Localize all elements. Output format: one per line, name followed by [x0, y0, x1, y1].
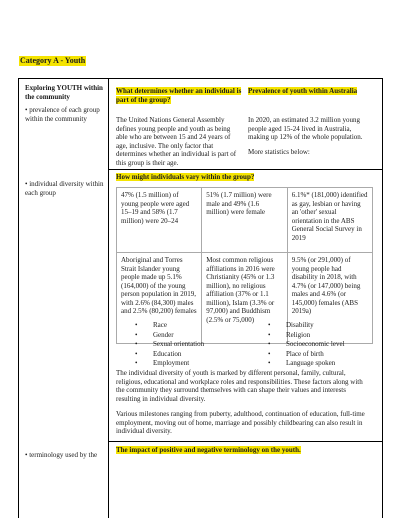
- diversity-paragraph-1: The individual diversity of youth is marked by different personal, family, cultural, religious, educational and workplace roles and responsibilities. These factors along with the community they surround themselves with can shape their values and interests resulting in individual diversity.: [116, 369, 363, 403]
- left-item-prevalence: • prevalence of each group within the community: [25, 106, 100, 123]
- main-table: [18, 78, 383, 518]
- q1-text: The United Nations General Assembly defines young people and youth as being able who are between 15 and 24 years of age, inclusive. The only factor that determines whether an individual is part of this group is their age.: [116, 116, 237, 167]
- left-column: [19, 79, 109, 518]
- left-heading: Exploring YOUTH within the community: [25, 84, 103, 101]
- section-divider: [109, 441, 382, 442]
- table-row: [117, 188, 373, 253]
- left-item-terminology: • terminology used by the: [25, 451, 98, 459]
- section-divider: [109, 169, 382, 170]
- table-cell: 47% (1.5 million) of young people were aged 15–19 and 58% (1.7 million) were 20–24: [117, 188, 202, 253]
- table-cell: Aboriginal and Torres Strait Islander young people made up 5.1% (164,000) of the young person population in 2019, with 2.6% (84,300) males and 2.5% (80,200) females: [117, 253, 202, 344]
- category-title: Category A - Youth: [20, 56, 86, 65]
- section3-heading: The impact of positive and negative terminology on the youth.: [116, 446, 301, 454]
- diversity-paragraph-2: Various milestones ranging from puberty, adulthood, continuation of education, full-time employment, moving out of home, marriage and possibly childbearing can also result in individual diversity.: [116, 410, 365, 436]
- table-cell: Most common religious affiliations in 2016 were Christianity (45% or 1.3 million), no religious affiliation (37% or 1.1 million), Islam (3.3% or 97,000) and Buddhism (2.5% or 75,000): [202, 253, 287, 344]
- section2-heading: How might individuals vary within the group?: [116, 173, 255, 181]
- table-cell: 9.5% (or 291,000) of young people had disability in 2018, with 4.7% (or 147,000) being males and 4.6% (or 145,000) females (ABS 2019a): [287, 253, 372, 344]
- table-cell: 6.1%* (181,000) identified as gay, lesbian or having an 'other' sexual orientation in the ABS General Social Survey in 2019: [287, 188, 372, 253]
- right-column: What determines whether an individual is part of the group? Prevalence of youth within Australia The United Nations General Assembly defines young people and youth as being able who are between 15 and 24 years of age, inclusive. The only factor that determines whether an individual is part of this group is their age. In 2020, an estimated 3.2 million young people aged 15-24 lived in Australia, making up 12% of the whole population. More statistics below: How might individuals vary within the group? 47% (1.5 million) of young people were aged 15–19 and 58% (1.7 million) were 20–24 51% (1.7 million) were male and 49% (1.6 million) were female 6.1%* (181,000) identified as gay, lesbian or having an 'other' sexual orientation in the ABS General Social Survey in 2019 Aboriginal and Torres Strait Islander young people made up 5.1% (164,000) of the young person population in 2019, with 2.6% (84,300) males and 2.5% (80,200) females Most common religious affiliations in 2016 were Christianity (45% or 1.3 million), no religious affiliation (37% or 1.1 million), Islam (3.3% or 97,000) and Buddhism (2.5% or 75,000) 9.5% (or 291,000) of young people had disability in 2018, with 4.7% (or 147,000) being males and 4.6% (or 145,000) females (ABS 2019a) • Race • Gender • Sexual orientation • Education • Employment • Disability • Religion • Socioeconomic level • Place of birth • Language spoken The individual diversity of youth is marked by different personal, family, cultural, religious, educational and workplace roles and responsibilities. These factors along with the community they surround themselves with can shape their values and interests resulting in individual diversity. Various milestones ranging from puberty, adulthood, continuation of education, full-time employment, moving out of home, marriage and possibly childbearing can also result in individual diversity. The impact of positive and negative terminology on the youth.: [109, 79, 382, 518]
- q2-heading: Prevalence of youth within Australia: [248, 87, 358, 95]
- q2-text: In 2020, an estimated 3.2 million young people aged 15-24 lived in Australia, making up 12% of the whole population.: [248, 116, 363, 142]
- left-item-diversity: • individual diversity within each group: [25, 180, 104, 197]
- q1-heading: What determines whether an individual is part of the group?: [116, 87, 242, 104]
- table-cell: 51% (1.7 million) were male and 49% (1.6 million) were female: [202, 188, 287, 253]
- q2-more: More statistics below:: [248, 148, 310, 156]
